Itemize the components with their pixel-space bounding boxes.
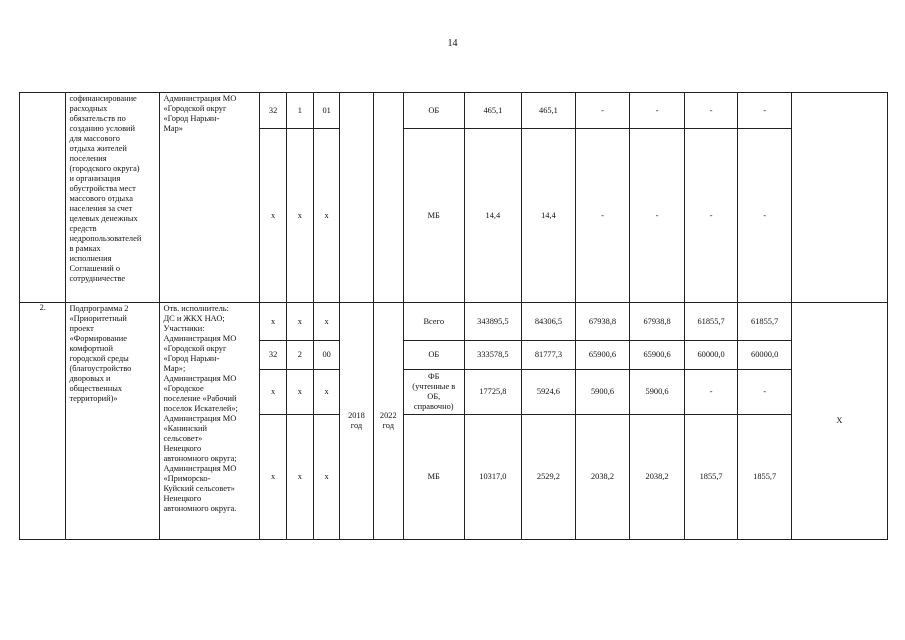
year-value-cell: - xyxy=(575,129,630,303)
year-value-cell: 5900,6 xyxy=(630,370,685,415)
total-cell: 333578,5 xyxy=(464,341,522,370)
year-value-cell: 5924,6 xyxy=(522,370,576,415)
year-value-cell: 61855,7 xyxy=(738,303,792,341)
row-number-cell: 2. xyxy=(20,303,66,540)
result-cell: Х xyxy=(791,303,887,540)
start-date-cell: 2018 год xyxy=(340,303,373,540)
table-row xyxy=(20,93,888,129)
funding-source-cell: МБ xyxy=(403,129,464,303)
code-cell: х xyxy=(314,129,340,303)
end-date-cell: 2022 год xyxy=(373,303,403,540)
year-value-cell: 1855,7 xyxy=(684,415,738,540)
funding-source-cell: МБ xyxy=(403,415,464,540)
code-cell: 32 xyxy=(260,341,286,370)
year-value-cell: 65900,6 xyxy=(630,341,685,370)
year-value-cell: 14,4 xyxy=(522,129,576,303)
executor-cell: Администрация МО «Городской округ «Город Нарьян- Мар» xyxy=(160,93,260,303)
funding-source-cell: ОБ xyxy=(403,341,464,370)
funding-source-cell: Всего xyxy=(403,303,464,341)
year-value-cell: - xyxy=(684,93,738,129)
code-cell: х xyxy=(314,370,340,415)
code-cell: х xyxy=(286,415,313,540)
year-value-cell: 65900,6 xyxy=(575,341,630,370)
total-cell: 10317,0 xyxy=(464,415,522,540)
code-cell: х xyxy=(260,129,286,303)
code-cell: х xyxy=(314,303,340,341)
executor-cell: Отв. исполнитель: ДС и ЖКХ НАО; Участники: Администрация МО «Городской округ «Город Нарьян- Мар»; Администрация МО «Городское поселение «Рабочий поселок Искателей»; Администрация МО «Канинский сельсовет» Ненецкого автономного округа; Администрация МО «Приморско- Куйский сельсовет» Ненецкого автономного округа. xyxy=(160,303,260,540)
year-value-cell: 84306,5 xyxy=(522,303,576,341)
year-value-cell: - xyxy=(575,93,630,129)
year-value-cell: 2038,2 xyxy=(630,415,685,540)
year-value-cell: 60000,0 xyxy=(738,341,792,370)
total-cell: 465,1 xyxy=(464,93,522,129)
year-value-cell: 1855,7 xyxy=(738,415,792,540)
year-value-cell: 67938,8 xyxy=(575,303,630,341)
code-cell: х xyxy=(286,370,313,415)
start-date-cell xyxy=(340,93,373,303)
row-number-cell xyxy=(20,93,66,303)
year-value-cell: - xyxy=(684,129,738,303)
year-value-cell: 465,1 xyxy=(522,93,576,129)
total-cell: 17725,8 xyxy=(464,370,522,415)
year-value-cell: - xyxy=(630,93,685,129)
subprogram-name-cell: Подпрограмма 2 «Приоритетный проект «Формирование комфортной городской среды (благоустройство дворовых и общественных территорий)» xyxy=(66,303,160,540)
year-value-cell: 2529,2 xyxy=(522,415,576,540)
year-value-cell: - xyxy=(738,93,792,129)
code-cell: 00 xyxy=(314,341,340,370)
year-value-cell: 81777,3 xyxy=(522,341,576,370)
year-value-cell: 61855,7 xyxy=(684,303,738,341)
year-value-cell: - xyxy=(738,370,792,415)
program-table xyxy=(19,92,888,540)
funding-source-cell: ФБ (учтенные в ОБ, справочно) xyxy=(403,370,464,415)
code-cell: х xyxy=(286,303,313,341)
year-value-cell: 67938,8 xyxy=(630,303,685,341)
funding-source-cell: ОБ xyxy=(403,93,464,129)
year-value-cell: 60000,0 xyxy=(684,341,738,370)
code-cell: х xyxy=(314,415,340,540)
code-cell: х xyxy=(260,370,286,415)
year-value-cell: 2038,2 xyxy=(575,415,630,540)
total-cell: 343895,5 xyxy=(464,303,522,341)
total-cell: 14,4 xyxy=(464,129,522,303)
code-cell: х xyxy=(260,303,286,341)
page-number: 14 xyxy=(447,38,458,49)
year-value-cell: - xyxy=(630,129,685,303)
code-cell: 32 xyxy=(260,93,286,129)
table-row xyxy=(20,303,888,341)
measure-name-cell: софинансирование расходных обязательств по созданию условий для массового отдыха жителей поселения (городского округа) и организация обустройства мест массового отдыха населения за счет целевых денежных средств недропользователей в рамках исполнения Соглашений о сотрудничестве xyxy=(66,93,160,303)
code-cell: х xyxy=(260,415,286,540)
year-value-cell: - xyxy=(738,129,792,303)
code-cell: 2 xyxy=(286,341,313,370)
code-cell: 01 xyxy=(314,93,340,129)
year-value-cell: 5900,6 xyxy=(575,370,630,415)
code-cell: х xyxy=(286,129,313,303)
code-cell: 1 xyxy=(286,93,313,129)
year-value-cell: - xyxy=(684,370,738,415)
end-date-cell xyxy=(373,93,403,303)
result-cell xyxy=(791,93,887,303)
